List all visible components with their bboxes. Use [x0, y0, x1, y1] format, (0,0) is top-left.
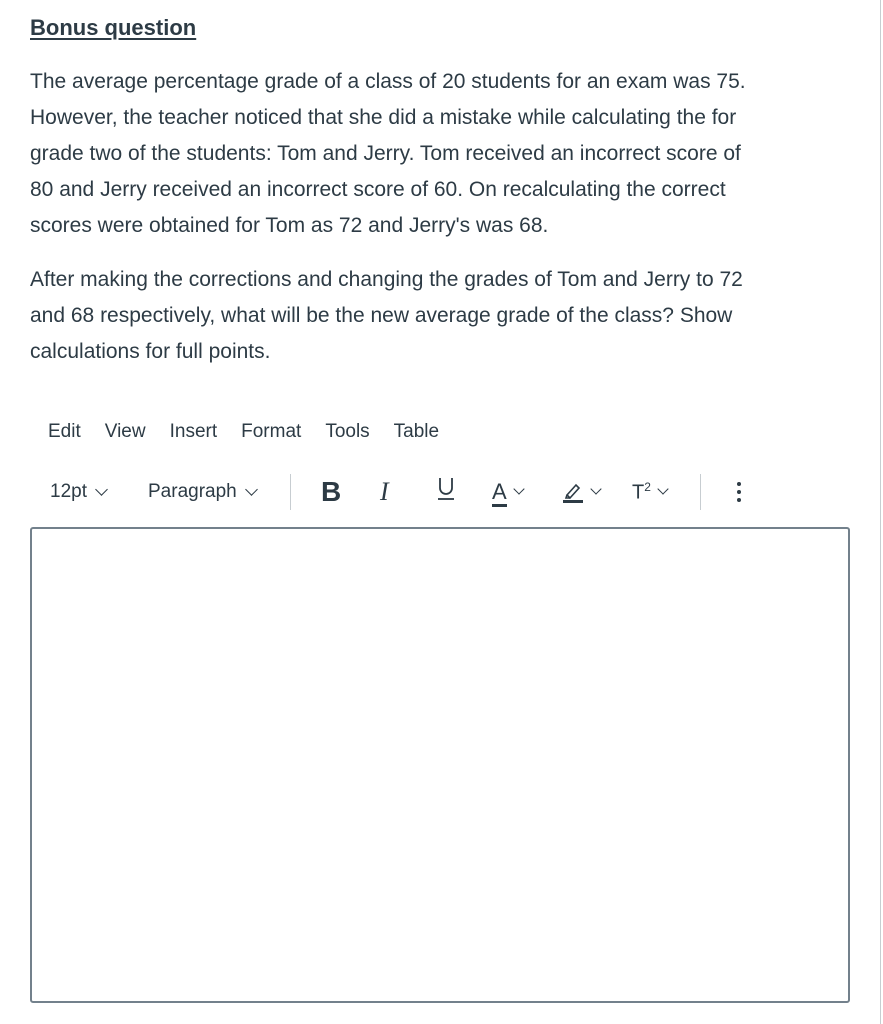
page-divider	[880, 0, 881, 1024]
chevron-down-icon	[590, 483, 601, 494]
bold-icon: B	[321, 476, 342, 507]
text-line: scores were obtained for Tom as 72 and Jerry's was 68.	[30, 214, 549, 237]
chevron-down-icon	[513, 483, 524, 494]
editor-menubar	[48, 421, 463, 443]
block-format-value: Paragraph	[148, 481, 237, 502]
superscript-button[interactable]	[632, 472, 667, 512]
text-line: grade two of the students: Tom and Jerry. Tom received an incorrect score of	[30, 142, 741, 165]
font-size-value: 12pt	[50, 481, 87, 502]
question-title: Bonus question	[30, 15, 197, 40]
highlighter-icon	[562, 480, 584, 504]
font-color-button[interactable]	[492, 472, 523, 512]
text-line: calculations for full points.	[30, 340, 271, 363]
font-size-dropdown[interactable]	[50, 472, 106, 512]
more-options-button[interactable]	[737, 472, 741, 512]
question-paragraph-2	[30, 262, 845, 370]
toolbar-separator	[290, 474, 291, 510]
menu-format[interactable]: Format	[241, 421, 302, 442]
highlight-color-button[interactable]	[562, 472, 600, 512]
question-paragraph-1	[30, 64, 845, 244]
italic-icon: I	[380, 477, 389, 506]
menu-tools[interactable]: Tools	[325, 421, 370, 442]
text-line: and 68 respectively, what will be the new average grade of the class? Show	[30, 304, 733, 327]
bold-button[interactable]	[321, 472, 341, 512]
menu-insert[interactable]: Insert	[169, 421, 218, 442]
text-line: After making the corrections and changing the grades of Tom and Jerry to 72	[30, 268, 743, 291]
chevron-down-icon	[95, 483, 108, 496]
underline-icon	[436, 476, 456, 508]
answer-editor-area[interactable]	[30, 527, 850, 1003]
editor-toolbar	[0, 472, 883, 512]
toolbar-separator	[700, 474, 701, 510]
chevron-down-icon	[657, 483, 668, 494]
menu-view[interactable]: View	[104, 421, 146, 442]
underline-button[interactable]	[436, 472, 456, 512]
block-format-dropdown[interactable]	[148, 472, 256, 512]
more-vertical-icon	[737, 482, 741, 502]
font-color-icon: A	[492, 479, 507, 504]
italic-button[interactable]	[380, 472, 389, 512]
text-line: The average percentage grade of a class of 20 students for an exam was 75.	[30, 70, 746, 93]
chevron-down-icon	[245, 483, 258, 496]
superscript-mark: 2	[644, 479, 651, 494]
superscript-letter: T	[632, 481, 645, 504]
text-line: However, the teacher noticed that she did a mistake while calculating the for	[30, 106, 737, 129]
superscript-icon	[632, 480, 651, 505]
menu-table[interactable]: Table	[393, 421, 440, 442]
menu-edit[interactable]: Edit	[48, 421, 81, 442]
text-line: 80 and Jerry received an incorrect score of 60. On recalculating the correct	[30, 178, 726, 201]
